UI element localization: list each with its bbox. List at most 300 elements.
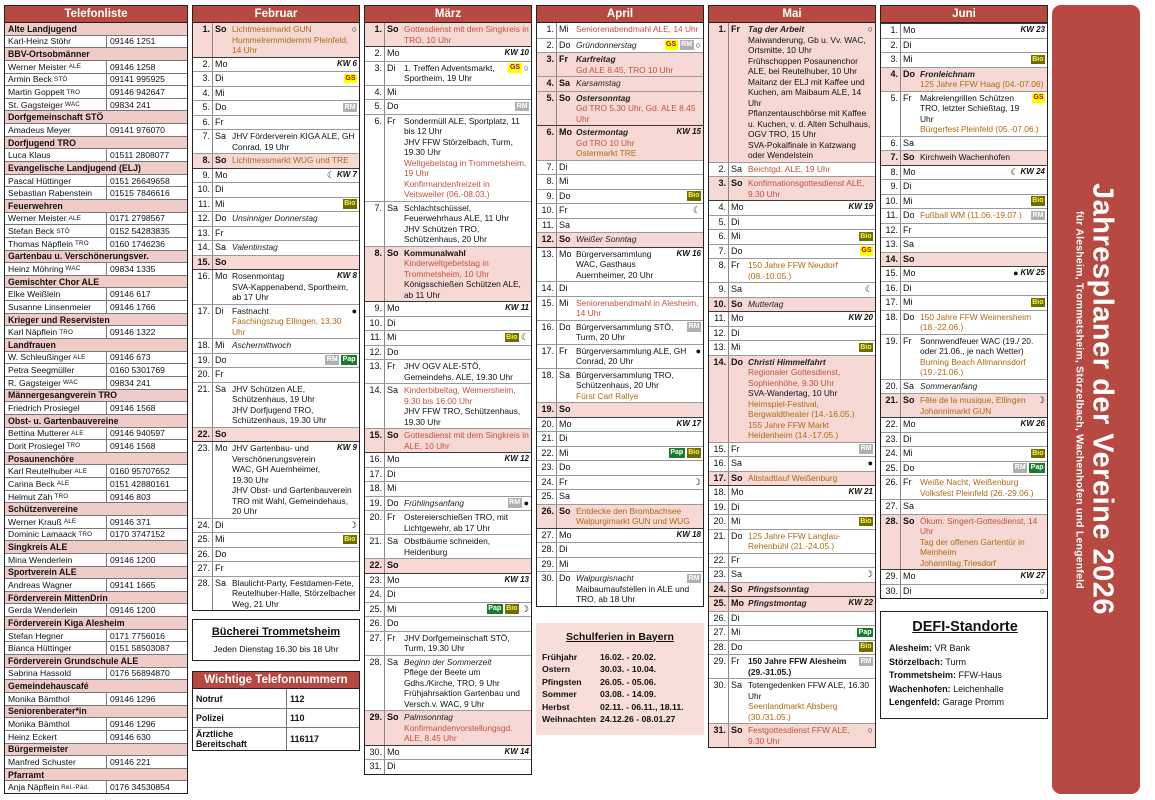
school-holiday-dates: 26.05. - 05.06. bbox=[600, 676, 657, 687]
phone-entry-name: Mina Wenderlein bbox=[5, 554, 107, 566]
day-weekday: Sa bbox=[387, 202, 399, 213]
phone-entry-name: Werner Meister ALE bbox=[5, 61, 107, 73]
defi-row: Störzelbach: Turm bbox=[889, 656, 967, 667]
phone-entry-number: 0171 7756016 bbox=[110, 630, 165, 641]
event-text: Seniorenabendmahl in Alesheim, 14 Uhr bbox=[576, 297, 699, 318]
event-text bbox=[576, 205, 691, 215]
event-text: 125 Jahre FFW Haag (04.-07.06) bbox=[920, 79, 1044, 89]
phone-entry-row bbox=[5, 515, 187, 528]
day-markers bbox=[859, 444, 873, 454]
event-text bbox=[576, 191, 685, 201]
day-weekday: Sa bbox=[731, 458, 743, 468]
phone-entry-name: Andreas Wagner bbox=[5, 579, 107, 591]
phone-entry-name: Karl-Heinz Stöhr bbox=[5, 36, 107, 48]
day-number: 22. bbox=[709, 554, 729, 568]
phone-entry-number: 09141 995925 bbox=[110, 74, 165, 85]
day-row bbox=[537, 174, 703, 189]
day-markers bbox=[327, 170, 357, 181]
day-first-line bbox=[576, 78, 701, 89]
phone-entry-name: R. Gagsteiger WAC bbox=[5, 377, 107, 389]
phone-entry-location-tag: ALE bbox=[63, 518, 77, 526]
day-events bbox=[402, 62, 531, 85]
day-first-line bbox=[576, 559, 701, 569]
day-weekday: Fr bbox=[731, 24, 740, 34]
day-first-line bbox=[576, 205, 701, 215]
event-text: Weiße Nacht, Weißenburg bbox=[920, 477, 1019, 487]
day-markers bbox=[1021, 571, 1045, 582]
day-markers bbox=[677, 419, 701, 430]
day-markers bbox=[865, 569, 873, 579]
emergency-number: 110 bbox=[290, 713, 305, 723]
day-row bbox=[881, 91, 1047, 136]
day-number: 9. bbox=[537, 190, 557, 204]
day-weekday: Di bbox=[731, 327, 740, 338]
day-row bbox=[709, 625, 875, 640]
day-events bbox=[746, 177, 875, 200]
day-events bbox=[746, 472, 875, 486]
day-number: 4. bbox=[365, 86, 385, 100]
day-row bbox=[193, 153, 359, 168]
day-events bbox=[574, 190, 703, 204]
day-events bbox=[574, 505, 703, 528]
day-row bbox=[709, 514, 875, 529]
day-first-line bbox=[404, 512, 529, 533]
day-row bbox=[881, 569, 1047, 584]
day-row bbox=[365, 114, 531, 201]
day-weekday: So bbox=[903, 395, 915, 405]
phone-section-header: Evangelische Landjugend (ELJ) bbox=[5, 161, 187, 174]
day-number: 4. bbox=[881, 68, 901, 91]
phone-entry-row bbox=[5, 262, 187, 275]
day-weekday: Do bbox=[731, 356, 743, 367]
day-row bbox=[537, 218, 703, 233]
day-weekday: Mi bbox=[903, 297, 913, 307]
day-row bbox=[193, 168, 359, 183]
event-text: 150 Jahre FFW Neudorf (08.-10.05.) bbox=[748, 260, 838, 281]
day-row bbox=[193, 255, 359, 270]
day-events bbox=[918, 39, 1047, 53]
defi-title: DEFI-Standorte bbox=[912, 619, 1018, 635]
day-number: 18. bbox=[365, 482, 385, 496]
day-row bbox=[537, 344, 703, 368]
day-weekday: Do bbox=[387, 346, 399, 357]
rm-collection-badge: RM bbox=[681, 41, 693, 48]
day-row bbox=[365, 631, 531, 655]
month-column-juni bbox=[880, 5, 1048, 794]
moon-phase-icon: ☾ bbox=[1010, 166, 1019, 177]
calendar-week-label: KW 17 bbox=[676, 418, 701, 428]
day-row bbox=[365, 85, 531, 100]
day-row bbox=[537, 446, 703, 461]
day-row bbox=[881, 461, 1047, 476]
day-events bbox=[402, 711, 531, 745]
day-events bbox=[746, 283, 875, 297]
event-text bbox=[404, 560, 529, 570]
phone-entry-row bbox=[5, 464, 187, 477]
day-markers bbox=[325, 355, 357, 365]
day-markers bbox=[687, 573, 701, 584]
day-first-line bbox=[404, 498, 529, 509]
day-weekday: Do bbox=[215, 102, 227, 112]
rm-collection-badge: RM bbox=[860, 657, 872, 665]
event-text: SVA-Pokalfinale in Katzwang oder Wendelstein bbox=[748, 139, 856, 160]
day-markers bbox=[352, 306, 357, 317]
rm-collection-badge: RM bbox=[516, 102, 528, 110]
month-column-mai bbox=[708, 5, 876, 794]
emergency-row bbox=[193, 708, 359, 727]
day-row bbox=[537, 247, 703, 282]
day-first-line bbox=[920, 516, 1045, 537]
month-column-april bbox=[536, 5, 704, 794]
day-weekday: Di bbox=[903, 282, 912, 293]
day-number: 20. bbox=[881, 380, 901, 394]
day-number: 1. bbox=[365, 23, 385, 46]
day-events bbox=[230, 154, 359, 168]
day-number: 16. bbox=[365, 453, 385, 467]
phone-entry-name: Pascal Hüttinger bbox=[5, 175, 107, 187]
event-text bbox=[404, 48, 503, 59]
day-weekday: Mo bbox=[559, 127, 572, 137]
day-events bbox=[746, 312, 875, 326]
day-markers bbox=[859, 231, 873, 241]
day-first-line bbox=[748, 231, 873, 241]
day-weekday: Mo bbox=[387, 454, 400, 464]
day-events bbox=[402, 482, 531, 496]
calendar-week-label: KW 8 bbox=[337, 271, 357, 280]
school-holiday-name: Frühjahr bbox=[542, 651, 578, 662]
day-row bbox=[537, 542, 703, 557]
day-events bbox=[574, 476, 703, 490]
day-events bbox=[230, 130, 359, 153]
day-first-line bbox=[920, 395, 1045, 406]
day-events bbox=[746, 655, 875, 678]
day-weekday: So bbox=[559, 234, 571, 244]
phone-entry-name: Armin Beck STÖ bbox=[5, 74, 107, 86]
calendar-week-label: KW 19 bbox=[848, 202, 873, 211]
event-text bbox=[576, 544, 701, 554]
day-events bbox=[918, 570, 1047, 584]
day-number: 30. bbox=[537, 572, 557, 606]
day-first-line bbox=[576, 404, 701, 414]
phone-entry-row bbox=[5, 363, 187, 376]
day-weekday: So bbox=[215, 256, 227, 267]
phone-entry-location-tag: WAC bbox=[63, 379, 79, 387]
day-row bbox=[709, 229, 875, 244]
event-text: Fastnacht bbox=[232, 305, 269, 316]
rm-collection-badge: RM bbox=[509, 499, 521, 506]
phone-entry-name: Susanne Linsenmeier bbox=[5, 301, 107, 313]
moon-phase-icon: ● bbox=[867, 458, 873, 468]
day-markers bbox=[505, 332, 529, 342]
day-number: 12. bbox=[537, 233, 557, 247]
day-number: 19. bbox=[193, 354, 213, 368]
event-text: Bürgerversammlung STÖ, Turm, 20 Uhr bbox=[576, 321, 674, 342]
day-row bbox=[709, 23, 875, 162]
phone-entry-name: Elke Weißlein bbox=[5, 288, 107, 300]
day-first-line bbox=[404, 332, 529, 342]
day-number: 26. bbox=[365, 617, 385, 631]
day-number: 25. bbox=[365, 603, 385, 617]
event-text: 125 Jahre FFW Langlau-Rehenbühl (21.-24.05.) bbox=[748, 530, 841, 551]
day-row bbox=[881, 334, 1047, 379]
school-holiday-name: Sommer bbox=[542, 689, 577, 699]
day-number: 22. bbox=[193, 428, 213, 442]
day-weekday: Fr bbox=[559, 345, 568, 356]
day-weekday: Di bbox=[387, 468, 396, 479]
event-text bbox=[404, 347, 529, 357]
event-text bbox=[404, 589, 529, 599]
day-weekday: Sa bbox=[215, 383, 227, 394]
day-number: 22. bbox=[881, 418, 901, 432]
day-events bbox=[574, 175, 703, 189]
event-text: JHV OGV ALE-STÖ, Gemeindehs. ALE, 19.30 Uhr bbox=[404, 361, 513, 382]
day-weekday: So bbox=[215, 24, 227, 34]
day-events bbox=[230, 87, 359, 101]
day-row bbox=[537, 203, 703, 218]
event-text: Konfirmandenfreizeit in Veitsweiler (06.-08.03.) bbox=[404, 178, 490, 199]
day-events bbox=[918, 433, 1047, 447]
phone-entry-number: 09146 803 bbox=[110, 491, 151, 502]
day-weekday: Fr bbox=[903, 335, 912, 346]
day-number: 4. bbox=[193, 87, 213, 101]
phone-entry-name: Dominic Lamaack TRO bbox=[5, 529, 107, 541]
school-holiday-dates: 16.02. - 20.02. bbox=[600, 651, 657, 662]
day-number: 31. bbox=[709, 724, 729, 747]
day-markers bbox=[1040, 586, 1045, 596]
phone-entry-name: Anja Näpflein Rel.-Päd. bbox=[5, 781, 107, 793]
defi-row: Alesheim: VR Bank bbox=[889, 643, 971, 653]
day-weekday: So bbox=[903, 152, 915, 162]
phone-section-header: Alte Landjugend bbox=[5, 23, 187, 35]
event-text bbox=[920, 181, 1045, 191]
moon-phase-icon: ○ bbox=[351, 24, 357, 34]
day-weekday: Do bbox=[559, 573, 571, 583]
calendar-week-label: KW 27 bbox=[1020, 571, 1045, 580]
day-weekday: Mo bbox=[387, 746, 400, 757]
day-first-line bbox=[404, 761, 529, 771]
event-text: Weißer Sonntag bbox=[576, 234, 637, 244]
day-events bbox=[230, 577, 359, 611]
day-events bbox=[402, 497, 531, 511]
day-first-line bbox=[404, 589, 529, 599]
day-first-line bbox=[404, 618, 529, 628]
day-first-line bbox=[232, 117, 357, 127]
day-markers bbox=[508, 63, 529, 84]
event-text bbox=[748, 231, 857, 241]
phone-entry-number: 09146 1200 bbox=[110, 605, 156, 616]
day-weekday: So bbox=[559, 404, 571, 414]
day-events bbox=[918, 24, 1047, 38]
day-events bbox=[230, 428, 359, 442]
day-row bbox=[537, 475, 703, 490]
day-row bbox=[365, 710, 531, 745]
day-row bbox=[709, 471, 875, 486]
day-first-line bbox=[748, 357, 873, 368]
day-row bbox=[193, 197, 359, 212]
day-first-line bbox=[404, 483, 529, 493]
day-first-line bbox=[232, 384, 357, 405]
phone-entry-location-tag: ALE bbox=[74, 467, 88, 475]
event-text: Johannitag Triesdorf bbox=[920, 557, 996, 568]
phone-entry-number: 09146 1296 bbox=[110, 719, 156, 730]
day-first-line bbox=[576, 491, 701, 501]
phone-entry-row bbox=[5, 717, 187, 730]
title-sidebar-inner bbox=[1074, 183, 1119, 615]
day-events bbox=[402, 384, 531, 428]
day-weekday: Mo bbox=[559, 529, 572, 540]
day-number: 14. bbox=[537, 282, 557, 296]
day-weekday: Do bbox=[903, 311, 915, 322]
day-number: 28. bbox=[881, 515, 901, 570]
event-text bbox=[920, 25, 1019, 36]
day-number: 18. bbox=[193, 339, 213, 353]
day-weekday: Fr bbox=[731, 443, 740, 454]
day-events bbox=[230, 256, 359, 270]
day-number: 16. bbox=[881, 282, 901, 296]
day-events bbox=[230, 198, 359, 212]
phone-entry-location-tag: TRO bbox=[59, 328, 74, 336]
event-text bbox=[576, 477, 691, 487]
day-number: 27. bbox=[193, 562, 213, 576]
day-number: 11. bbox=[709, 312, 729, 326]
phone-entry-number: 09146 1258 bbox=[110, 61, 156, 72]
event-text bbox=[404, 747, 503, 758]
day-number: 21. bbox=[365, 535, 385, 558]
day-number: 11. bbox=[193, 198, 213, 212]
day-weekday: Mo bbox=[731, 598, 744, 608]
phone-entry-name: Thomas Näpflein TRO bbox=[5, 238, 107, 250]
day-weekday: Mi bbox=[387, 86, 397, 97]
day-number: 24. bbox=[365, 588, 385, 602]
phone-entry-location-tag: WAC bbox=[64, 101, 80, 109]
event-text bbox=[748, 627, 855, 637]
day-markers bbox=[687, 322, 701, 343]
phone-entry-number: 0160 5301769 bbox=[110, 365, 165, 376]
day-number: 15. bbox=[365, 429, 385, 452]
event-text bbox=[920, 40, 1045, 50]
day-events bbox=[574, 248, 703, 282]
day-weekday: Fr bbox=[215, 116, 224, 127]
day-weekday: Sa bbox=[387, 656, 399, 667]
day-events bbox=[746, 163, 875, 177]
day-events bbox=[574, 490, 703, 504]
phone-entry-row bbox=[5, 148, 187, 161]
day-weekday: So bbox=[903, 253, 915, 264]
phone-entry-number: 09146 1568 bbox=[110, 440, 156, 451]
phone-entry-name: Werner Meister ALE bbox=[5, 213, 107, 225]
event-text bbox=[920, 225, 1045, 235]
event-text bbox=[576, 491, 701, 501]
event-text bbox=[920, 54, 1029, 64]
day-first-line bbox=[232, 340, 357, 351]
day-events bbox=[746, 612, 875, 626]
defi-row: Lengenfeld: Garage Promm bbox=[889, 697, 1005, 707]
day-row bbox=[709, 311, 875, 326]
day-weekday: So bbox=[731, 725, 743, 735]
day-weekday: Sa bbox=[731, 569, 743, 579]
event-text bbox=[576, 162, 701, 172]
event-text: Heimspiel-Festival, Bergwaldtheater (14.-16.05.) bbox=[748, 398, 855, 419]
day-first-line bbox=[404, 63, 529, 84]
event-text bbox=[404, 87, 529, 97]
emergency-row bbox=[193, 727, 359, 750]
event-text: Sondermüll ALE, Sportplatz, 11 bis 12 Uhr bbox=[404, 115, 520, 136]
day-first-line bbox=[232, 73, 357, 83]
event-text bbox=[920, 254, 1045, 264]
calendar-week-label: KW 7 bbox=[337, 169, 357, 179]
day-events bbox=[746, 259, 875, 282]
day-row bbox=[881, 136, 1047, 151]
day-number: 11. bbox=[881, 209, 901, 223]
day-row bbox=[537, 52, 703, 76]
day-first-line bbox=[748, 555, 873, 565]
event-text: Karsamstag bbox=[576, 78, 621, 88]
day-events bbox=[574, 39, 703, 53]
day-weekday: Mi bbox=[903, 54, 913, 64]
day-row bbox=[881, 223, 1047, 238]
pap-collection-badge: Pap bbox=[488, 605, 502, 612]
day-events bbox=[918, 209, 1047, 223]
day-first-line bbox=[920, 254, 1045, 264]
library-title: Bücherei Trommetsheim bbox=[211, 626, 341, 638]
phone-section-header: Posaunenchöre bbox=[5, 452, 187, 465]
phone-entry-name: Monika Bämthol bbox=[5, 718, 107, 730]
phone-section-header: Seniorenberater*in bbox=[5, 705, 187, 718]
event-text: JHV Schützen TRO, Schützenhaus, 20 Uhr bbox=[404, 223, 487, 244]
day-events bbox=[746, 23, 875, 162]
bio-collection-badge: Bio bbox=[860, 643, 872, 650]
day-markers bbox=[337, 443, 357, 485]
day-events bbox=[574, 432, 703, 446]
day-events bbox=[918, 282, 1047, 296]
day-row bbox=[881, 23, 1047, 38]
day-number: 1. bbox=[709, 23, 729, 162]
day-first-line bbox=[232, 59, 357, 70]
day-weekday: Di bbox=[559, 433, 568, 443]
defi-place: Alesheim: bbox=[889, 643, 933, 653]
day-events bbox=[402, 86, 531, 100]
phone-entry-row bbox=[5, 553, 187, 566]
phone-entry-location-tag: ALE bbox=[71, 429, 84, 437]
day-events bbox=[402, 746, 531, 760]
school-holiday-name: Herbst bbox=[542, 701, 570, 712]
phone-entry-location-tag: WAC bbox=[65, 265, 81, 273]
day-weekday: Do bbox=[559, 39, 571, 50]
phone-section-header: Singkreis ALE bbox=[5, 540, 187, 553]
day-first-line bbox=[920, 501, 1045, 511]
day-row bbox=[709, 678, 875, 723]
day-first-line bbox=[232, 88, 357, 98]
day-number: 3. bbox=[709, 177, 729, 200]
day-row bbox=[537, 160, 703, 175]
day-first-line bbox=[748, 502, 873, 512]
event-text bbox=[920, 501, 1045, 511]
day-row bbox=[709, 582, 875, 597]
day-markers bbox=[515, 101, 529, 111]
event-text bbox=[232, 88, 357, 98]
phone-entry-name: Stefan Hegner bbox=[5, 630, 107, 642]
day-number: 13. bbox=[709, 341, 729, 355]
day-events bbox=[230, 101, 359, 115]
day-row bbox=[709, 596, 875, 611]
bio-collection-badge: Bio bbox=[688, 449, 700, 456]
day-markers bbox=[1021, 25, 1045, 36]
day-first-line bbox=[232, 257, 357, 267]
event-text: Rosenmontag bbox=[232, 271, 285, 281]
day-weekday: Mo bbox=[215, 169, 228, 180]
event-text bbox=[748, 502, 873, 512]
day-row bbox=[881, 194, 1047, 209]
